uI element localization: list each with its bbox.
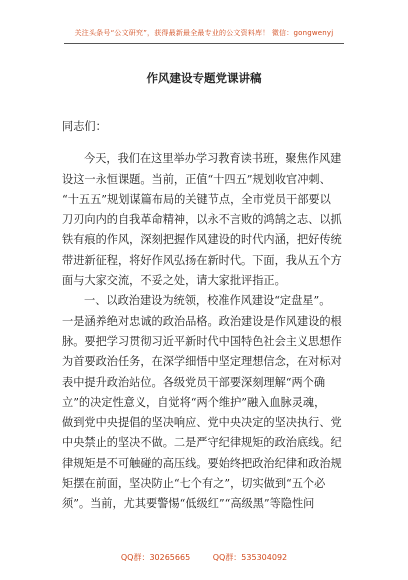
body-line: 铁有痕的作风，深刻把握作风建设的时代内涵，把好传统 xyxy=(62,233,342,247)
footer-qq-group-2: QQ群：535304092 xyxy=(212,553,288,562)
paragraph-gap xyxy=(62,137,352,149)
body-line: 一是涵养绝对忠诚的政治品格。政治建设是作风建设的根 xyxy=(62,314,342,328)
body-line: 中央禁止的坚决不做。二是严守纪律规矩的政治底线。纪 xyxy=(62,436,342,450)
document-body xyxy=(62,117,352,515)
header-divider xyxy=(64,43,344,44)
body-line: 做到党中央提倡的坚决响应、党中央决定的坚决执行、党 xyxy=(62,416,342,430)
body-line: 表中提升政治站位。各级党员干部要深刻理解“两个确 xyxy=(62,375,326,389)
body-line: 刀刃向内的自我革命精神，以永不言败的鸿鹄之志、以抓 xyxy=(62,213,342,227)
body-line: 脉。要把学习贯彻习近平新时代中国特色社会主义思想作 xyxy=(62,334,342,348)
body-line: “十五五”规划谋篇布局的关键节点，全市党员干部要以 xyxy=(62,192,331,206)
footer-contact xyxy=(0,552,408,563)
salutation: 同志们： xyxy=(62,120,107,133)
body-line: 设这一永恒课题。当前，正值“十四五”规划收官冲刺、 xyxy=(62,172,331,186)
body-line: 今天，我们在这里举办学习教育读书班，聚焦作风建 xyxy=(84,152,342,166)
body-line: 须”。当前，尤其要警惕“低级红”“高级黑”等隐性问 xyxy=(62,497,315,511)
document-title: 作风建设专题党课讲稿 xyxy=(146,71,262,85)
header-banner: 关注头条号“公文研究”，获得最新最全最专业的公文资料库！ 微信：gongwenyj xyxy=(74,29,334,37)
body-line: 律规矩是不可触碰的高压线。要始终把政治纪律和政治规 xyxy=(62,456,342,470)
body-line: 带进新征程，将好作风弘扬在新时代。下面，我从五个方 xyxy=(62,253,342,267)
body-line: 矩摆在前面，坚决防止“七个有之”，切实做到“五个必 xyxy=(62,477,326,491)
footer-qq-group-1: QQ群：30265665 xyxy=(120,553,191,562)
body-line: 立”的决定性意义，自觉将“两个维护”融入血脉灵魂， xyxy=(62,395,326,409)
section-heading: 一、以政治建设为统领，校准作风建设“定盘星”。 xyxy=(84,294,331,308)
body-line: 为首要政治任务，在深学细悟中坚定理想信念，在对标对 xyxy=(62,355,342,369)
body-line: 面与大家交流，不妥之处，请大家批评指正。 xyxy=(62,274,286,288)
